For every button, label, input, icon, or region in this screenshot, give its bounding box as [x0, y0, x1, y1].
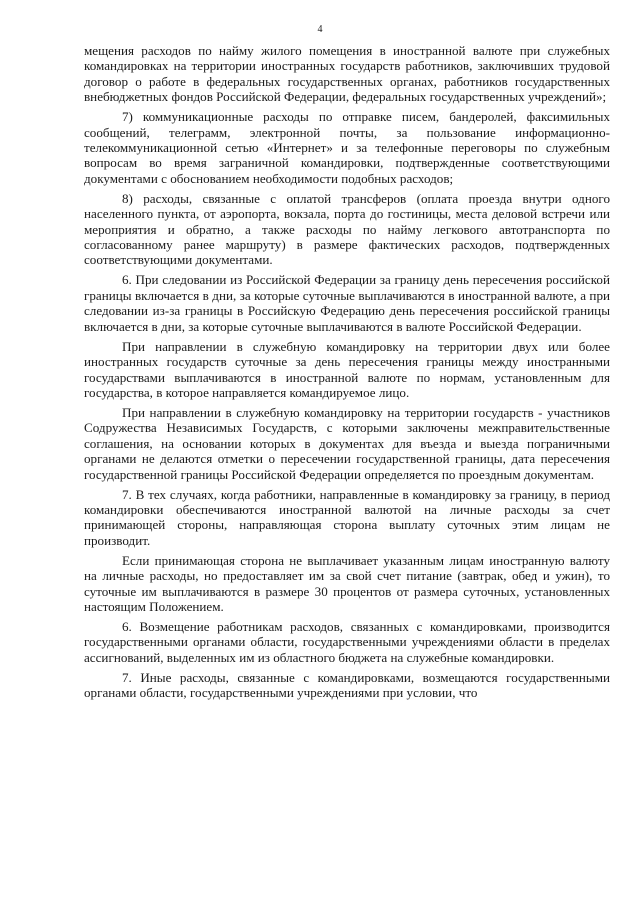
paragraph-meals-30-percent: Если принимающая сторона не выплачивает указанным лицам иностранную валюту на личные расходы, но предоставляет им за свой счет питание (завтрак, обед и ужин), то суточные им выплачиваются в размере 30 процентов от размера суточных, установленных настоящим Положением.	[84, 552, 610, 614]
body-text	[84, 43, 610, 701]
paragraph-continuation: мещения расходов по найму жилого помещения в иностранной валюте при служебных командировках на территории иностранных государств работников, заключивших трудовой договор о работе в федеральных государственных органах, работников государственных внебюджетных фондов Российской Федерации, федеральных государственных учреждений»;	[84, 43, 610, 105]
paragraph-6-border-crossing: 6. При следовании из Российской Федерации за границу день пересечения российской границы включается в дни, за которые суточные выплачиваются в иностранной валюте, а при следовании из-за границы в Российскую Федерацию день пересечения российской границы включается в дни, за которые суточные выплачиваются в валюте Российской Федерации.	[84, 272, 610, 334]
paragraph-item-8-transfers: 8) расходы, связанные с оплатой трансферов (оплата проезда внутри одного населенного пункта, от аэропорта, вокзала, порта до гостиницы, места деловой встречи или мероприятия и обратно, а также расходы по найму легкового автотранспорта по согласованному ранее маршруту) в размере фактических расходов, подтвержденных соответствующими документами.	[84, 190, 610, 268]
paragraph-item-7-communication: 7) коммуникационные расходы по отправке писем, бандеролей, факсимильных сообщений, телеграмм, электронной почты, за пользование информационно-телекоммуникационной сетью «Интернет» и за телефонные переговоры по служебным вопросам во время заграничной командировки, подтвержденные соответствующими документами с обоснованием необходимости подобных расходов;	[84, 109, 610, 186]
paragraph-cis-states: При направлении в служебную командировку на территории государств - участников Содружества Независимых Государств, с которыми заключены межправительственные соглашения, на основании которых в документах для въезда и выезда пограничными органами не делаются отметки о пересечении государственной границы, дата пересечения государственной границы Российской Федерации определяется по проездным документам.	[84, 404, 610, 482]
paragraph-7-other-expenses: 7. Иные расходы, связанные с командировками, возмещаются государственными органами области, государственными учреждениями при условии, что	[84, 669, 610, 701]
paragraph-6-reimbursement: 6. Возмещение работникам расходов, связанных с командировками, производится государственными органами области, государственными учреждениями области в пределах ассигнований, выделенных им из областного бюджета на служебные командировки.	[84, 618, 610, 665]
paragraph-two-states: При направлении в служебную командировку на территории двух или более иностранных государств суточные за день пересечения границы между иностранными государствами выплачиваются в иностранной валюте по нормам, установленным для государства, в которое направляется командируемое лицо.	[84, 338, 610, 400]
page-number: 4	[317, 24, 323, 35]
paragraph-7-host-currency: 7. В тех случаях, когда работники, направленные в командировку за границу, в период командировки обеспечиваются иностранной валютой на личные расходы за счет принимающей стороны, направляющая сторона выплату суточных этим лицам не производит.	[84, 486, 610, 548]
